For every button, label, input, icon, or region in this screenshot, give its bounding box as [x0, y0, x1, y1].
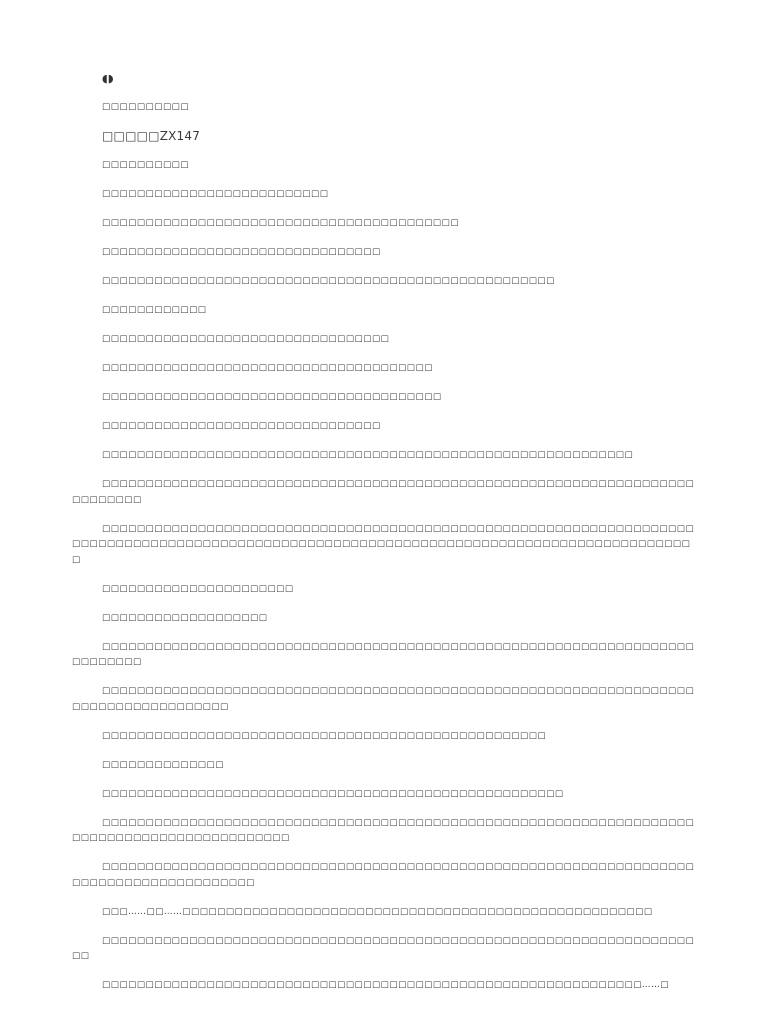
paragraph-22: □□□□□□□□□□□□□□□□□□□□□□□□□□□□□□□□□□□□□□□□□□□□□□□□□□□□□: [102, 788, 564, 799]
paragraph-3: □□□□□□□□□□: [102, 160, 190, 170]
paragraph-20: □□□□□□□□□□□□□□□□□□□□□□□□□□□□□□□□□□□□□□□□□□□□□□□□□□□: [102, 730, 547, 741]
paragraph-15: □□□□□□□□□□□□□□□□□□□□□□□□□□□□□□□□□□□□□□□□□□□□□□□□□□□□□□□□□□□□□□□□□□□□□□□□□□□□□□□□□□□□□□□□□□□□□□□□□□□□□□□□□□□□□□□□□□□□□□□□□□□□□□□□□□□□□□□□□□□□: [72, 523, 695, 565]
paragraph-14: □□□□□□□□□□□□□□□□□□□□□□□□□□□□□□□□□□□□□□□□□□□□□□□□□□□□□□□□□□□□□□□□□□□□□□□□□□□□: [72, 479, 695, 505]
paragraph-17: □□□□□□□□□□□□□□□□□□□: [102, 612, 268, 623]
paragraph-23: □□□□□□□□□□□□□□□□□□□□□□□□□□□□□□□□□□□□□□□□□□□□□□□□□□□□□□□□□□□□□□□□□□□□□□□□□□□□□□□□□□□□□□□□□□□□□: [72, 817, 695, 843]
paragraph-11: □□□□□□□□□□□□□□□□□□□□□□□□□□□□□□□□□□□□□□□: [102, 392, 442, 402]
paragraph-10: □□□□□□□□□□□□□□□□□□□□□□□□□□□□□□□□□□□□□□: [102, 363, 433, 373]
paragraph-1: □□□□□□□□□□: [102, 102, 190, 112]
paragraph-12: □□□□□□□□□□□□□□□□□□□□□□□□□□□□□□□□: [102, 421, 381, 431]
document-page: [72, 71, 696, 994]
paragraph-8: □□□□□□□□□□□□: [102, 305, 207, 315]
paragraph-6: □□□□□□□□□□□□□□□□□□□□□□□□□□□□□□□□: [102, 247, 381, 257]
paragraph-16: □□□□□□□□□□□□□□□□□□□□□□: [102, 583, 294, 594]
paragraph-13: □□□□□□□□□□□□□□□□□□□□□□□□□□□□□□□□□□□□□□□□□□□□□□□□□□□□□□□□□□□□□: [102, 450, 634, 460]
paragraph-5: □□□□□□□□□□□□□□□□□□□□□□□□□□□□□□□□□□□□□□□□□: [102, 218, 460, 228]
paragraph-2: □□□□□ZX147: [102, 129, 201, 143]
paragraph-26: □□□□□□□□□□□□□□□□□□□□□□□□□□□□□□□□□□□□□□□□□□□□□□□□□□□□□□□□□□□□□□□□□□□□□□: [72, 935, 695, 961]
paragraph-7: □□□□□□□□□□□□□□□□□□□□□□□□□□□□□□□□□□□□□□□□□□□□□□□□□□□□: [102, 276, 555, 286]
paragraph-27: □□□□□□□□□□□□□□□□□□□□□□□□□□□□□□□□□□□□□□□□□□□□□□□□□□□□□□□□□□□□□□……□: [102, 980, 669, 990]
paragraph-25: □□□……□□……□□□□□□□□□□□□□□□□□□□□□□□□□□□□□□□□□□□□□□□□□□□□□□□□□□□□□□: [102, 906, 653, 917]
paragraph-9: □□□□□□□□□□□□□□□□□□□□□□□□□□□□□□□□□: [102, 334, 390, 344]
paragraph-21: □□□□□□□□□□□□□□: [102, 759, 224, 770]
paragraph-19: □□□□□□□□□□□□□□□□□□□□□□□□□□□□□□□□□□□□□□□□□□□□□□□□□□□□□□□□□□□□□□□□□□□□□□□□□□□□□□□□□□□□□□: [72, 686, 695, 712]
paragraph-18: □□□□□□□□□□□□□□□□□□□□□□□□□□□□□□□□□□□□□□□□□□□□□□□□□□□□□□□□□□□□□□□□□□□□□□□□□□□□: [72, 641, 695, 667]
paragraph-24: □□□□□□□□□□□□□□□□□□□□□□□□□□□□□□□□□□□□□□□□□□□□□□□□□□□□□□□□□□□□□□□□□□□□□□□□□□□□□□□□□□□□□□□□□: [72, 862, 695, 888]
document-heading: ◖◗: [102, 72, 114, 85]
paragraph-4: □□□□□□□□□□□□□□□□□□□□□□□□□□: [102, 189, 329, 199]
